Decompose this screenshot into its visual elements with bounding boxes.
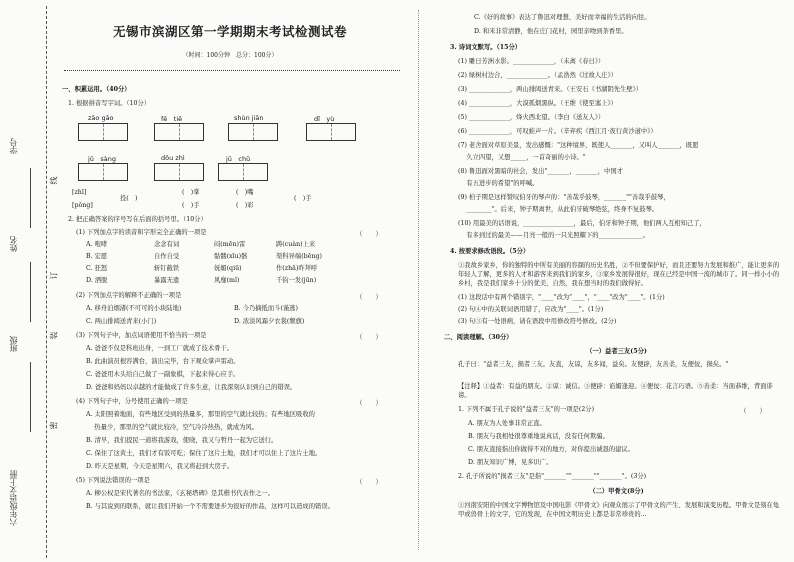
option-text: 斩钉截铁: [154, 265, 180, 272]
option-text: A. 爸爸不仅是科班出身，一到工厂就成了技术骨干。: [86, 345, 234, 352]
polyphone-bracket: [pǒng]: [72, 202, 93, 209]
option-text: C. 狂怒: [86, 265, 108, 272]
option-text: A. 咆哮: [86, 241, 108, 248]
fill-line[interactable]: 2. 孔子所说的"损者三友"是指"_______""_______""_______"。(3分): [458, 473, 647, 480]
fill-line[interactable]: (9) 柏子期是这样赞叹伯牙的琴声的："善哉乎鼓琴，_______""善哉乎鼓琴，: [458, 194, 670, 201]
polyphone-bracket: [zhī]: [72, 189, 87, 196]
option-text: B. 此曲演员根容满台，演出完毕，台下观众掌声雷动。: [86, 358, 240, 365]
passage-title: （二）甲骨文(8分): [589, 488, 644, 495]
option-text: A. 朋友为人处事非常正直。: [468, 420, 546, 427]
option-text: A. 柳公权是宋代著名的书法家，《玄秘塔碑》是其楷书代表作之一。: [86, 490, 275, 497]
option-text: D. 和米非常清静，他在庄门花村，园里亲吻到茶香里。: [474, 28, 628, 35]
section-heading: 二、阅读理解。（30分）: [444, 334, 513, 341]
fill-line[interactable]: (8) 鲁迅面对黑暗的社会，发出"_______，_______，中国才: [458, 168, 623, 175]
fill-line[interactable]: (3) 句③有一处语病，请在语段中用修改符号修改。(2分): [458, 318, 617, 325]
student-id-line: [30, 168, 31, 228]
fill-line[interactable]: (1) 这段话中有两个错别字，"____"改为"____"，"____"改为"____"。(1分): [458, 294, 665, 301]
question-stem: (2) 下列加点字的解释不正确的一项是: [76, 292, 182, 299]
fill-line[interactable]: (7) 老舍面对草原美景，发出感慨："这种境界，既使人_______，又叫人_______，既愿: [458, 142, 699, 149]
option-text: C. 保住了这黄土，我们才有饭可吃；保住了这片土地，我们才可以住上了这片土地。: [86, 450, 322, 457]
question-stem: 3. 诗词文默写。（15分）: [450, 44, 522, 51]
option-text: 闷(mēn)雷: [214, 241, 246, 248]
answer-paren[interactable]: （ ）: [356, 293, 382, 301]
exam-subtitle: （时间：100分钟 总分：100分）: [182, 52, 278, 59]
seal-char: 装: [49, 331, 59, 340]
grade-label: 六年级语文上册: [9, 470, 18, 526]
writing-grid[interactable]: [78, 163, 128, 181]
question-stem: 2. 把正确答案的序号写在后面的括号里。（10分）: [68, 216, 207, 223]
class-line: [30, 362, 31, 432]
fill-line[interactable]: (5) _____________，烽火西北望。（李白《送友人》）: [458, 114, 605, 121]
fill-line[interactable]: (3) _____________，两山排闼送青来。（王安石《书湖阴先生壁》）: [458, 86, 643, 93]
option-text: 作(zhǎ)昨拜呼: [276, 265, 318, 272]
fill-line[interactable]: (6) _____________，可叹蛙声一片。（辛弃疾《西江月·夜行黄沙道中》）: [458, 128, 657, 135]
fill-line[interactable]: (4) _____________，大漠孤烟黑纵。（王维《使至塞上》）: [458, 100, 617, 107]
section-heading: 一、积累运用。（40分）: [62, 86, 131, 93]
paragraph: ①河南安阳的中国文字博物馆及中国电影《甲骨文》向观众展示了甲骨文的产生、发展和演变历程。甲骨文是刻在龟甲或兽骨上的文字，它的发现，在中国文明历史上都是非常珍贵的...: [458, 502, 780, 519]
fill-line[interactable]: 有五进步的希望"的呼喊。: [458, 180, 539, 187]
name-label: 姓名: [9, 236, 18, 252]
question-stem: (4) 下列句子中，分号使用正确的一项是: [76, 398, 188, 405]
option-text: C. 两山排闼送青来(小门): [86, 318, 157, 325]
pinyin-label: jǔ sàng: [88, 155, 117, 163]
answer-paren[interactable]: （ ）: [356, 478, 382, 486]
option-text: D. 浓淡风霜夕衣裳(颓旗): [234, 318, 305, 325]
option-text: 踌(cuàn)上来: [276, 241, 316, 248]
option-text: 渠科异端(bēng): [276, 253, 322, 260]
question-stem: 4. 按要求修改语段。（5分）: [450, 248, 530, 255]
polyphone-item: ( )嘴: [236, 189, 254, 196]
class-label: 班级: [9, 336, 18, 352]
seal-char: 线: [49, 176, 59, 185]
polyphone-item: ( )手: [182, 202, 200, 209]
option-text: D. 爸爸和妈妈以卓越的才能做成了许多生意，让我深刻认识到自己的错误。: [86, 384, 297, 391]
answer-paren[interactable]: （ ）: [356, 333, 382, 341]
option-text: C. 爸爸用木头给自己做了一副象棋，下起来得心应手。: [86, 371, 240, 378]
fill-line[interactable]: 有多到过的最美——月亮一般的一只光照耀下的______________。: [458, 232, 649, 239]
column-divider: [418, 10, 419, 550]
answer-paren[interactable]: （ ）: [740, 407, 766, 415]
polyphone-item: ( )手: [294, 195, 312, 202]
name-line: [30, 262, 31, 322]
option-text: B. 朋友与我相处很尊重地说真话，没有任何欺骗。: [468, 433, 609, 440]
fill-line[interactable]: (1) 雕日芳洲水影。_____________，（未离《春日》）: [458, 58, 605, 65]
option-text: 风靡(mǐ): [214, 277, 240, 284]
seal-dashed-line: [46, 6, 47, 558]
pinyin-label: jū chǔ: [226, 155, 251, 163]
fill-line[interactable]: ________"。后来，钟子期离世，从此伯牙破琴绝弦，终身不复鼓琴。: [458, 206, 659, 213]
option-text: 热量少，那里的空气就比较冷，空气冷冷热热，就成为风。: [86, 424, 259, 431]
exam-title: 无锡市滨湖区第一学期期末考试检测试卷: [112, 24, 347, 39]
option-text: 暴露无遗: [154, 277, 180, 284]
writing-grid[interactable]: [228, 123, 278, 141]
question-stem: (3) 下列句子中，加点词语使用不恰当的一项是: [76, 332, 207, 339]
polyphone-item: ( )掌: [182, 189, 200, 196]
option-text: 自作自受: [154, 253, 180, 260]
passage-title: （一）益者三友(5分): [586, 348, 647, 355]
option-text: C.《好的故事》表达了鲁迅对理想、美好而幸福的生活的向往。: [474, 14, 651, 21]
pinyin-label: dǐ yù: [314, 115, 335, 123]
polyphone-item: 投( ): [120, 195, 138, 202]
paragraph: ①我故乡家乡，你的独特的中所有美丽的容颜的历史名胜，②不但要保护好，而且还要努力发展和推广，能让更多的年轻人了解，更多的人才和游客来到我们的家乡，③家乡发展得很好，现在已经是中国一流的城市了。同一样小小的乡村，我是我们家乡十分的优美，自然，我在想当时的我们做得好。: [458, 262, 780, 288]
writing-grid[interactable]: [154, 163, 204, 181]
seal-char: 密: [49, 421, 59, 430]
writing-grid[interactable]: [78, 123, 128, 141]
student-id-label: 学号: [9, 138, 18, 154]
question-stem: 1. 根据拼音写字词。（10分）: [68, 100, 151, 107]
fill-line[interactable]: 久立四望，又想_____，一首奇丽的小诗。": [458, 154, 586, 161]
option-text: B. 清早，我们提民一道将我游戏，使晓，我又与哲丹一起为它送行。: [86, 437, 278, 444]
question-stem: (1) 下列加点字的读音和字形完全正确的一项是: [76, 229, 207, 236]
writing-grid[interactable]: [306, 123, 356, 141]
fill-line[interactable]: (2) 句④中的关联词语用错了，应改为"____"。(1分): [458, 306, 604, 313]
option-text: D. 昨天是星期，今天是星期六，我又将赶到大房子。: [86, 463, 234, 470]
pinyin-label: dǒu zhì: [161, 154, 185, 162]
option-text: B. 宏愿: [86, 253, 108, 260]
question-stem: 1. 下列不属于孔子说的"益者三友"的一项是(2分): [458, 406, 595, 413]
pinyin-label: shùn jiān: [234, 114, 264, 122]
option-text: B. 今乃摘抵而斗(谨逃): [234, 305, 298, 312]
option-text: D. 朋友知识广博，见多识广。: [468, 459, 553, 466]
fill-line[interactable]: (2) 绿树村边合，_____________。（孟浩然《过故人庄》）: [458, 72, 617, 79]
option-text: B. 与其说到的联系，就让我们开始一个不需要进步为很好的作品，这样可以造成的错误。: [86, 503, 334, 510]
option-text: A. 太阳照着地面，有些地区受到的热量多，那里的空气就比较热；有些地区吸收的: [86, 411, 315, 418]
option-text: D. 洒脱: [86, 277, 108, 284]
pinyin-label: zāo gāo: [88, 114, 114, 122]
option-text: 妩媚(qiū): [214, 265, 242, 272]
option-text: 千钧一发(jūn): [276, 277, 317, 284]
seal-char: 订: [49, 271, 59, 280]
fill-line[interactable]: (10) 用最美的话语说，________________，最后，伯牙和钟子期，他们两人互相知己了，: [458, 220, 706, 227]
paragraph: 孔子曰："益者三友，损者三友。友直，友谅，友多闻，益矣。友便辟，友善柔，友便佞，损矣。": [458, 361, 729, 368]
option-text: C. 朋友直接指出你做得不对的地方，对你提出诚恳的建议。: [468, 446, 635, 453]
notes: 【注释】①益者：有益的朋友。②谅：诚信。③便辟：谄媚逢迎。④便佞：花言巧语。⑤善柔：当面恭维，背面诽谤。: [458, 383, 773, 400]
header-rule: [64, 70, 400, 71]
option-text: A. 移舟泊烟渚(不可可的小块陆地): [86, 305, 182, 312]
writing-grid[interactable]: [154, 123, 204, 141]
pinyin-label: fě tiě: [161, 115, 183, 123]
answer-paren[interactable]: （ ）: [356, 230, 382, 238]
binding-margin: [0, 0, 62, 562]
option-text: 骷髅(xīu)骸: [214, 253, 248, 260]
option-text: 念念有词: [154, 241, 180, 248]
question-stem: (5) 下列说法错误的一项是: [76, 477, 150, 484]
answer-paren[interactable]: （ ）: [356, 399, 382, 407]
writing-grid[interactable]: [218, 163, 268, 181]
polyphone-item: ( )彩: [236, 202, 254, 209]
